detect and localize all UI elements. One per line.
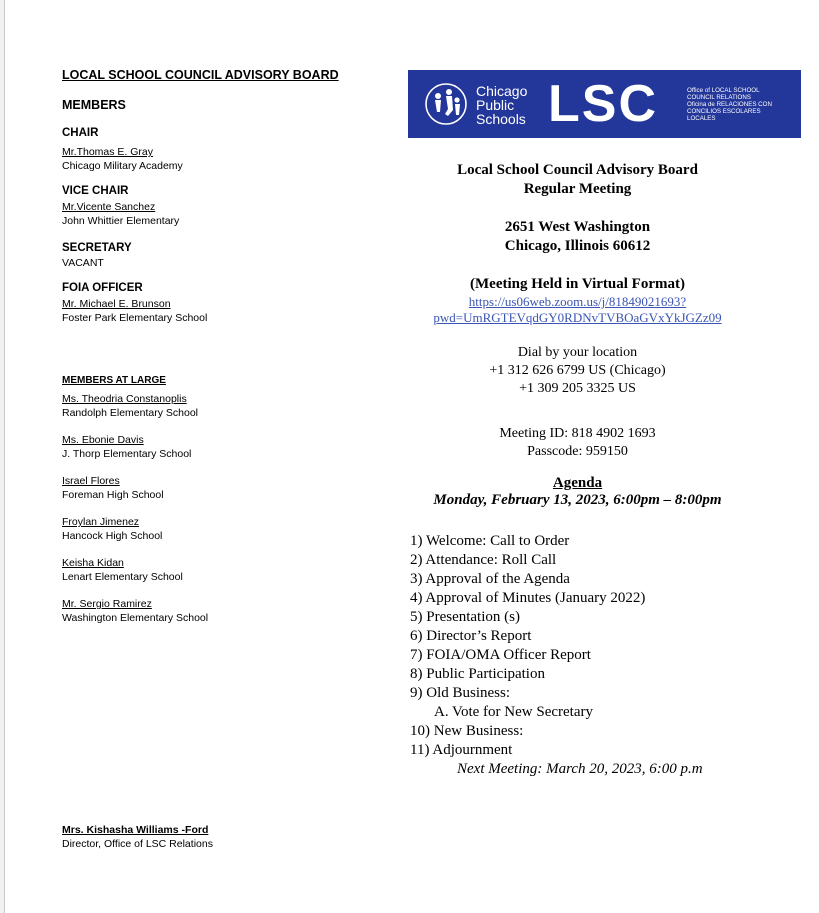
foia-name: Mr. Michael E. Brunson: [62, 298, 171, 310]
meeting-title: [405, 161, 750, 199]
member-org: Lenart Elementary School: [62, 571, 183, 583]
agenda-header: [405, 475, 750, 509]
address-line: Chicago, Illinois 60612: [504, 238, 651, 254]
member-name: Israel Flores: [62, 475, 120, 487]
agenda-item: 11) Adjournment: [410, 742, 513, 758]
meeting-format-block: [405, 275, 750, 326]
meeting-title-line: Regular Meeting: [523, 181, 632, 197]
cps-line: Schools: [476, 111, 526, 127]
vice-chair-org: John Whittier Elementary: [62, 215, 180, 227]
dial-number: +1 312 626 6799 US (Chicago): [489, 363, 666, 378]
cps-wordmark: [476, 84, 527, 126]
agenda-item: 1) Welcome: Call to Order: [410, 533, 570, 549]
meeting-address: [405, 218, 750, 256]
meeting-title-line: Local School Council Advisory Board: [457, 162, 698, 178]
zoom-link[interactable]: https://us06web.zoom.us/j/81849021693?: [468, 294, 687, 309]
member-org: Randolph Elementary School: [62, 407, 198, 419]
cps-figures-icon: [422, 82, 470, 126]
agenda-item: 10) New Business:: [410, 723, 524, 739]
member-org: J. Thorp Elementary School: [62, 448, 192, 460]
agenda-item: 6) Director’s Report: [410, 628, 532, 644]
meeting-id-block: [405, 425, 750, 461]
member-name: Keisha Kidan: [62, 557, 124, 569]
secretary-role: SECRETARY: [62, 242, 132, 254]
secretary-value: VACANT: [62, 257, 104, 269]
meeting-id: Meeting ID: 818 4902 1693: [499, 426, 656, 441]
agenda-item: 8) Public Participation: [410, 666, 545, 682]
member-org: Hancock High School: [62, 530, 163, 542]
agenda-item: 9) Old Business:: [410, 685, 511, 701]
dial-heading: Dial by your location: [517, 345, 638, 360]
office-line: Oficina de RELACIONES CON: [687, 101, 772, 108]
passcode: Passcode: 959150: [527, 444, 628, 459]
director-name: Mrs. Kishasha Williams -Ford: [62, 824, 209, 836]
members-heading: MEMBERS: [62, 98, 126, 112]
office-line: COUNCIL RELATIONS: [687, 94, 751, 101]
agenda-item: 2) Attendance: Roll Call: [410, 552, 557, 568]
agenda-item: 3) Approval of the Agenda: [410, 571, 570, 587]
director-title: Director, Office of LSC Relations: [62, 838, 213, 850]
foia-org: Foster Park Elementary School: [62, 312, 208, 324]
vice-chair-name: Mr.Vicente Sanchez: [62, 201, 156, 213]
agenda-date: Monday, February 13, 2023, 6:00pm – 8:00pm: [433, 492, 722, 508]
office-line: Office of LOCAL SCHOOL: [687, 87, 760, 94]
agenda-item: 7) FOIA/OMA Officer Report: [410, 647, 591, 663]
members-at-large-heading: MEMBERS AT LARGE: [62, 375, 166, 386]
board-title: LOCAL SCHOOL COUNCIL ADVISORY BOARD: [62, 68, 339, 82]
cps-line: Public: [476, 97, 515, 113]
agenda-items: [410, 532, 645, 760]
member-name: Ms. Ebonie Davis: [62, 434, 144, 446]
office-line: LOCALES: [687, 115, 716, 122]
agenda-item: 5) Presentation (s): [410, 609, 520, 625]
office-text: [687, 87, 799, 122]
foia-role: FOIA OFFICER: [62, 282, 143, 294]
lsc-wordmark: LSC: [548, 75, 658, 133]
agenda-subitem: A. Vote for New Secretary: [434, 704, 593, 720]
document-page: [4, 0, 819, 913]
office-line: CONCILIOS ESCOLARES: [687, 108, 761, 115]
vice-chair-role: VICE CHAIR: [62, 185, 129, 197]
lsc-banner-logo: [408, 70, 801, 138]
chair-role: CHAIR: [62, 127, 99, 139]
zoom-link[interactable]: pwd=UmRGTEVqdGY0RDNvTVBOaGVxYkJGZz09: [433, 310, 722, 325]
dial-block: [405, 344, 750, 398]
cps-line: Chicago: [476, 83, 528, 99]
agenda-heading: Agenda: [552, 475, 603, 491]
agenda-item: 4) Approval of Minutes (January 2022): [410, 590, 646, 606]
chair-name: Mr.Thomas E. Gray: [62, 146, 154, 158]
member-name: Froylan Jimenez: [62, 516, 140, 528]
chair-org: Chicago Military Academy: [62, 160, 183, 172]
member-name: Mr. Sergio Ramirez: [62, 598, 152, 610]
next-meeting: Next Meeting: March 20, 2023, 6:00 p.m: [457, 761, 703, 777]
address-line: 2651 West Washington: [504, 219, 651, 235]
meeting-format: (Meeting Held in Virtual Format): [470, 276, 685, 292]
dial-number: +1 309 205 3325 US: [519, 381, 636, 396]
member-name: Ms. Theodria Constanoplis: [62, 393, 187, 405]
member-org: Washington Elementary School: [62, 612, 209, 624]
member-org: Foreman High School: [62, 489, 164, 501]
